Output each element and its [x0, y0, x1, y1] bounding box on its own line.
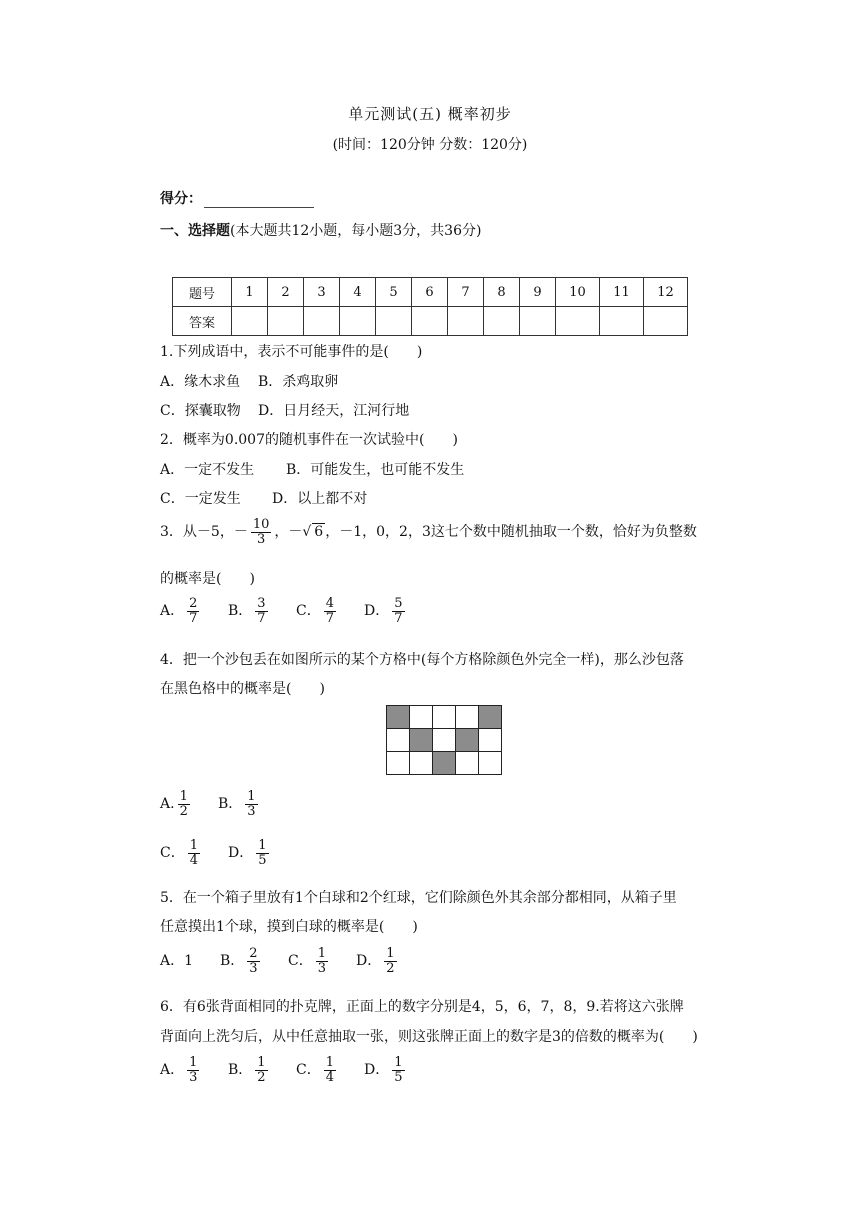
- answer-table-number: 11: [600, 278, 644, 307]
- fraction: $\frac{3}{7}$: [257, 596, 266, 626]
- fraction: [251, 518, 272, 546]
- fraction: $\frac{1}{5}$: [258, 838, 267, 868]
- option-c: C． $\frac{1}{3}$: [288, 946, 326, 976]
- answer-cell[interactable]: [304, 307, 340, 336]
- question-5-stem: 5．在一个箱子里放有1个白球和2个红球，它们除颜色外其余部分都相同，从箱子里: [160, 890, 677, 906]
- option-b: B．杀鸡取卵: [258, 374, 339, 390]
- question-4-options-row-1: [160, 790, 261, 818]
- question-2-options-row-2: [160, 488, 367, 508]
- option-a: A． $\frac{1}{3}$: [160, 1055, 198, 1085]
- section-desc: (本大题共12小题，每小题3分，共36分): [230, 223, 482, 239]
- question-1-options-row-1: [160, 371, 338, 391]
- fraction: $\frac{1}{3}$: [317, 946, 326, 976]
- grid-cell-dark: [456, 729, 479, 752]
- answer-table-number: 7: [448, 278, 484, 307]
- answer-cell[interactable]: [412, 307, 448, 336]
- grid-cell: [433, 729, 456, 752]
- grid-cell: [410, 706, 433, 729]
- answer-cell[interactable]: [644, 307, 688, 336]
- option-d: D． $\frac{5}{7}$: [364, 596, 403, 626]
- answer-table-number: 12: [644, 278, 688, 307]
- option-c: C． $\frac{4}{7}$: [296, 596, 334, 626]
- sqrt-symbol: √: [302, 524, 312, 541]
- score-blank[interactable]: [204, 193, 314, 208]
- answer-table-number: 1: [232, 278, 268, 307]
- question-1-stem: 1.下列成语中，表示不可能事件的是( ): [160, 344, 423, 360]
- sqrt-radicand: 6: [314, 524, 324, 541]
- question-3-stem: [160, 518, 697, 546]
- question-5-options: [160, 947, 400, 975]
- question-4-options-row-2: [160, 839, 272, 867]
- answer-table-number: 2: [268, 278, 304, 307]
- option-c: C．探囊取物: [160, 403, 241, 419]
- grid-cell-dark: [410, 729, 433, 752]
- grid-cell-dark: [479, 706, 502, 729]
- question-4-grid-figure: [386, 705, 502, 775]
- answer-cell[interactable]: [556, 307, 600, 336]
- grid-cell: [410, 752, 433, 775]
- answer-table: [172, 277, 688, 336]
- answer-table-number: 10: [556, 278, 600, 307]
- answer-table-number: 4: [340, 278, 376, 307]
- fraction: $\frac{5}{7}$: [394, 596, 403, 626]
- fraction: $\frac{1}{2}$: [386, 946, 395, 976]
- page-subtitle: (时间：120分钟 分数：120分): [332, 137, 528, 153]
- option-d: D．以上都不对: [272, 491, 368, 507]
- question-3-options: [160, 597, 408, 625]
- fraction: $\frac{4}{7}$: [325, 596, 334, 626]
- answer-table-row-label: 答案: [173, 307, 232, 336]
- question-5-stem-line-2: 任意摸出1个球，摸到白球的概率是( ): [160, 919, 418, 935]
- option-c: C． $\frac{1}{4}$: [296, 1055, 334, 1085]
- option-a: A．缘木求鱼: [160, 374, 241, 390]
- question-6-options: [160, 1056, 408, 1084]
- answer-table-row-label: 题号: [173, 278, 232, 307]
- grid-cell: [456, 752, 479, 775]
- fraction: $\frac{1}{4}$: [325, 1055, 334, 1085]
- question-1-options-row-2: [160, 400, 409, 420]
- option-b: B． $\frac{3}{7}$: [228, 596, 266, 626]
- section-heading: [160, 220, 481, 240]
- fraction-denominator: 3: [256, 531, 266, 547]
- option-b: B． $\frac{1}{3}$: [218, 789, 256, 819]
- grid-cell: [433, 706, 456, 729]
- question-4-stem: 4．把一个沙包丢在如图所示的某个方格中(每个方格除颜色外完全一样)，那么沙包落: [160, 652, 684, 668]
- fraction: $\frac{1}{5}$: [394, 1055, 403, 1085]
- fraction: $\frac{1}{2}$: [179, 789, 188, 819]
- answer-cell[interactable]: [232, 307, 268, 336]
- answer-table-number: 5: [376, 278, 412, 307]
- question-2-options-row-1: [160, 459, 464, 479]
- section-label: 一、选择题: [160, 223, 230, 239]
- answer-cell[interactable]: [376, 307, 412, 336]
- fraction: $\frac{1}{2}$: [257, 1055, 266, 1085]
- grid-cell: [387, 729, 410, 752]
- option-a: A．一定不发生: [160, 462, 255, 478]
- option-b: B．可能发生，也可能不发生: [286, 462, 465, 478]
- grid-cell: [479, 752, 502, 775]
- option-d: D． $\frac{1}{2}$: [356, 946, 395, 976]
- page-title: 单元测试(五) 概率初步: [348, 105, 512, 123]
- fraction: $\frac{2}{3}$: [249, 946, 258, 976]
- answer-table-number: 8: [484, 278, 520, 307]
- grid-cell: [456, 706, 479, 729]
- answer-table-number: 9: [520, 278, 556, 307]
- option-a: A. $\frac{1}{2}$: [160, 789, 188, 819]
- answer-table-number-row: [173, 278, 688, 307]
- question-4-stem-line-2: 在黑色格中的概率是( ): [160, 681, 325, 697]
- answer-cell[interactable]: [600, 307, 644, 336]
- option-d: D． $\frac{1}{5}$: [228, 838, 267, 868]
- answer-cell[interactable]: [268, 307, 304, 336]
- fraction: $\frac{1}{3}$: [247, 789, 256, 819]
- answer-table-answer-row: [173, 307, 688, 336]
- answer-table-number: 3: [304, 278, 340, 307]
- question-6-stem: 6．有6张背面相同的扑克牌，正面上的数字分别是4，5，6，7，8，9.若将这六张牌: [160, 999, 684, 1015]
- question-2-stem: 2．概率为0.007的随机事件在一次试验中( ): [160, 432, 458, 448]
- option-c: C． $\frac{1}{4}$: [160, 838, 198, 868]
- grid-cell-dark: [433, 752, 456, 775]
- question-3-text: ，－1，0，2，3这七个数中随机抽取一个数，恰好为负整数: [325, 524, 697, 541]
- option-b: B． $\frac{2}{3}$: [220, 946, 258, 976]
- question-3-stem-line-2: 的概率是( ): [160, 571, 255, 587]
- answer-cell[interactable]: [340, 307, 376, 336]
- fraction: $\frac{1}{3}$: [189, 1055, 198, 1085]
- grid-cell: [387, 752, 410, 775]
- question-3-text: ，－: [274, 524, 303, 541]
- option-b: B． $\frac{1}{2}$: [228, 1055, 266, 1085]
- option-a: A． $\frac{2}{7}$: [160, 596, 198, 626]
- grid-cell: [479, 729, 502, 752]
- grid-cell-dark: [387, 706, 410, 729]
- question-6-stem-line-2: 背面向上洗匀后，从中任意抽取一张，则这张牌正面上的数字是3的倍数的概率为( ): [160, 1029, 698, 1045]
- option-d: D． $\frac{1}{5}$: [364, 1055, 403, 1085]
- option-d: D．日月经天，江河行地: [258, 403, 410, 419]
- fraction: $\frac{2}{7}$: [189, 596, 198, 626]
- answer-cell[interactable]: [520, 307, 556, 336]
- option-a: A．1: [160, 953, 194, 970]
- option-c: C．一定发生: [160, 491, 241, 507]
- fraction: $\frac{1}{4}$: [189, 838, 198, 868]
- answer-cell[interactable]: [484, 307, 520, 336]
- score-line: [160, 188, 314, 208]
- fraction-numerator: 10: [252, 517, 270, 532]
- answer-cell[interactable]: [448, 307, 484, 336]
- score-label: 得分：: [160, 191, 202, 207]
- question-3-text: 3．从－5，－: [160, 524, 248, 541]
- answer-table-number: 6: [412, 278, 448, 307]
